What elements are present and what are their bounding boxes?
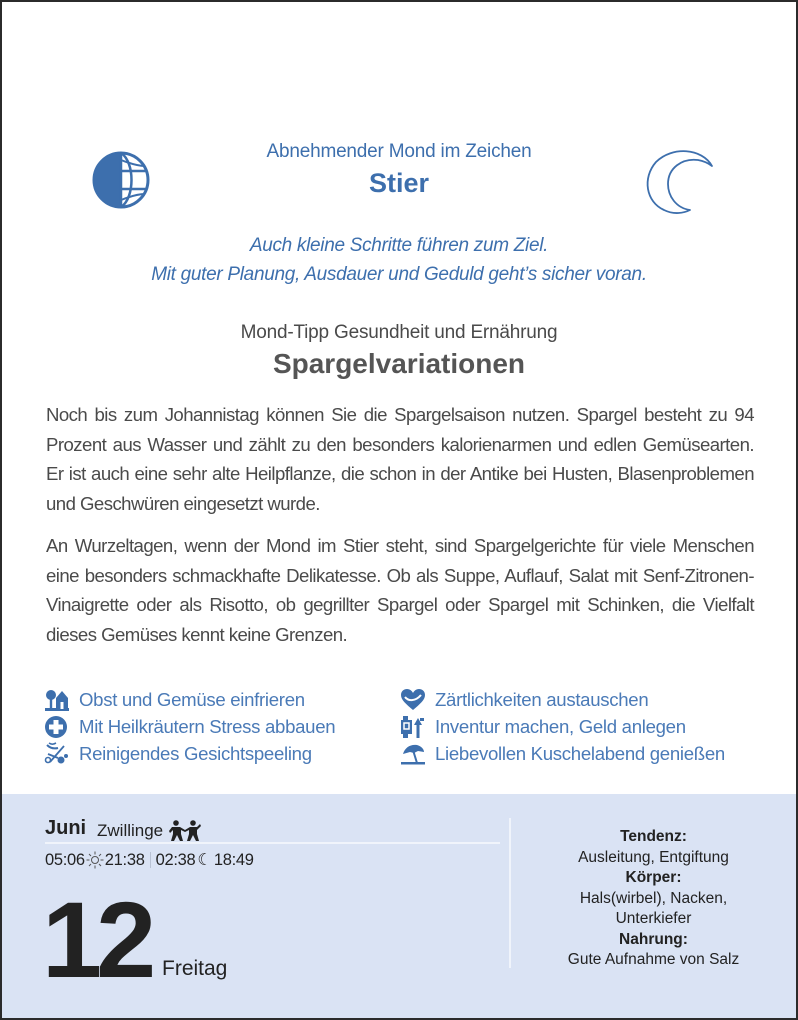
health-cross-icon — [44, 715, 70, 739]
calendar-page — [2, 2, 796, 1018]
moon-icon: ☾ — [197, 851, 212, 869]
times-separator — [150, 852, 151, 868]
beach-umbrella-icon — [400, 742, 426, 766]
tip-title: Spargelvariationen — [272, 348, 526, 379]
scissors-beauty-icon — [44, 742, 70, 766]
tip-paragraph-2: An Wurzeltagen, wenn der Mond im Stier steht, sind Spargelgerichte für viele Menschen eine besonders schmackhafte Delikatesse. Ob als Suppe, Auflauf, Salat mit Senf-Zitronen-Vinaigrette oder als Risotto, ob gegrillter Spargel oder Spargel mit Schinken, die Vielfalt dieses Gemüses kennt keine Grenzen. — [46, 535, 754, 645]
moonrise-time: 02:38 — [155, 850, 196, 869]
activity-label: Liebevollen Kuschelabend genießen — [435, 742, 725, 764]
tip-category: Mond-Tipp Gesundheit und Ernährung — [240, 322, 558, 343]
quote-line-2: Mit guter Planung, Ausdauer und Geduld geht’s sicher voran. — [151, 264, 647, 285]
garden-house-icon — [44, 688, 70, 712]
quote-line-1: Auch kleine Schritte führen zum Ziel. — [249, 235, 549, 256]
tendency-value: Ausleitung, Entgiftung — [578, 848, 729, 866]
tendency-label: Tendenz: — [620, 828, 687, 845]
activity-item — [44, 740, 335, 767]
food-label: Nahrung: — [619, 930, 688, 948]
tip-paragraph-1: Noch bis zum Johannistag können Sie die Spargelsaison nutzen. Spargel besteht zu 94 Prozent aus Wasser und zählt zu den besonders kalorienarmen und edlen Gemüsearten. Er ist auch eine sehr alte Heilpflanze, die schon in der Antike bei Husten, Blasenproblemen und Geschwüren eingesetzt wurde. — [46, 404, 754, 514]
activity-item — [44, 713, 335, 740]
activity-label: Inventur machen, Geld anlegen — [435, 715, 686, 737]
day-number: 12 — [42, 879, 151, 1000]
heart-icon — [400, 688, 426, 712]
moon-phase-text: Abnehmender Mond im Zeichen — [266, 141, 532, 162]
activity-item — [400, 686, 725, 713]
activity-list-right — [400, 686, 725, 767]
zodiac-sign-title: Stier — [368, 168, 430, 198]
food-value: Gute Aufnahme von Salz — [567, 951, 740, 968]
gemini-twins-icon — [168, 820, 202, 842]
calendar-footer — [2, 794, 796, 1018]
daily-quote — [2, 231, 796, 289]
sun-moon-times — [45, 850, 254, 870]
inventory-icon — [400, 715, 426, 739]
moonset-time: 18:49 — [213, 850, 254, 869]
footer-divider — [45, 842, 500, 844]
activity-label: Zärtlichkeiten austauschen — [435, 688, 649, 710]
sun-icon — [86, 851, 104, 869]
month-zodiac — [97, 820, 202, 842]
body-value-1: Hals(wirbel), Nacken, — [579, 889, 728, 907]
activity-list-left — [44, 686, 335, 767]
activity-item — [44, 686, 335, 713]
activity-label: Mit Heilkräutern Stress abbauen — [79, 715, 336, 737]
activity-label: Obst und Gemüse einfrieren — [79, 688, 305, 710]
sunrise-time: 05:06 — [45, 850, 85, 869]
astro-info — [511, 827, 796, 971]
body-label: Körper: — [625, 869, 682, 886]
activity-label: Reinigendes Gesichtspeeling — [79, 742, 312, 764]
activity-item — [400, 713, 725, 740]
sunset-time: 21:38 — [104, 850, 145, 869]
month-label: Juni — [45, 817, 87, 839]
activity-item — [400, 740, 725, 767]
weekday-label: Freitag — [162, 957, 228, 980]
body-value-2: Unterkiefer — [615, 910, 692, 927]
zodiac-label: Zwillinge — [97, 821, 164, 840]
